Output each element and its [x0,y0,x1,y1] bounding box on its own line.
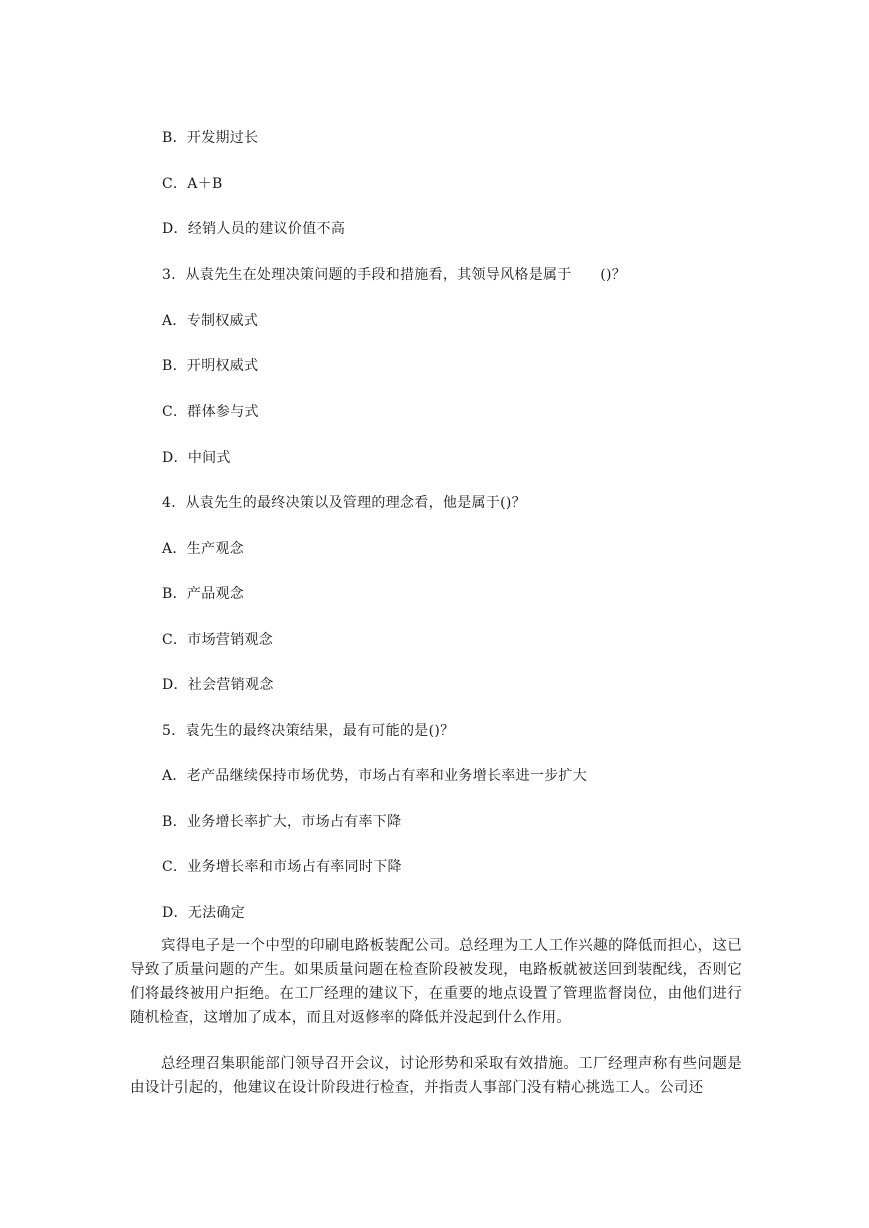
q5-question: 5．袁先生的最终决策结果，最有可能的是()？ [162,723,455,739]
q4-option-d: D．社会营销观念 [162,677,274,693]
q3-option-c: C．群体参与式 [162,404,259,420]
q2-option-b: B．开发期过长 [162,130,259,146]
q5-option-a: A．老产品继续保持市场优势，市场占有率和业务增长率进一步扩大 [162,768,588,784]
case-paragraph-1: 宾得电子是一个中型的印刷电路板装配公司。总经理为工人工作兴趣的降低而担心，这已导致了质量问题的产生。如果质量问题在检查阶段被发现，电路板就被送回到装配线，否则它们将最终被用户拒绝。在工厂经理的建议下，在重要的地点设置了管理监督岗位，由他们进行随机检查，这增加了成本，而且对返修率的降低并没起到什么作用。 [130,938,742,1026]
q4-option-b: B．产品观念 [162,586,245,602]
q3-option-b: B．开明权威式 [162,358,259,374]
q4-question: 4．从袁先生的最终决策以及管理的理念看，他是属于()？ [162,495,526,511]
q3-option-a: A．专制权威式 [162,313,259,329]
q5-option-b: B．业务增长率扩大，市场占有率下降 [162,814,402,830]
q2-option-d: D．经销人员的建议价值不高 [162,221,346,237]
case-paragraph-2: 总经理召集职能部门领导召开会议，讨论形势和采取有效措施。工厂经理声称有些问题是由设计引起的，他建议在设计阶段进行检查，并指责人事部门没有精心挑选工人。公司还 [130,1056,742,1096]
q3-option-d: D．中间式 [162,450,231,466]
q2-option-c: C．A＋B [162,176,223,192]
q3-question: 3．从袁先生在处理决策问题的手段和措施看，其领导风格是属于 ()？ [162,267,627,283]
q5-option-d: D．无法确定 [162,905,246,921]
q4-option-a: A．生产观念 [162,541,244,557]
q4-option-c: C．市场营销观念 [162,632,274,648]
q5-option-c: C．业务增长率和市场占有率同时下降 [162,859,402,875]
